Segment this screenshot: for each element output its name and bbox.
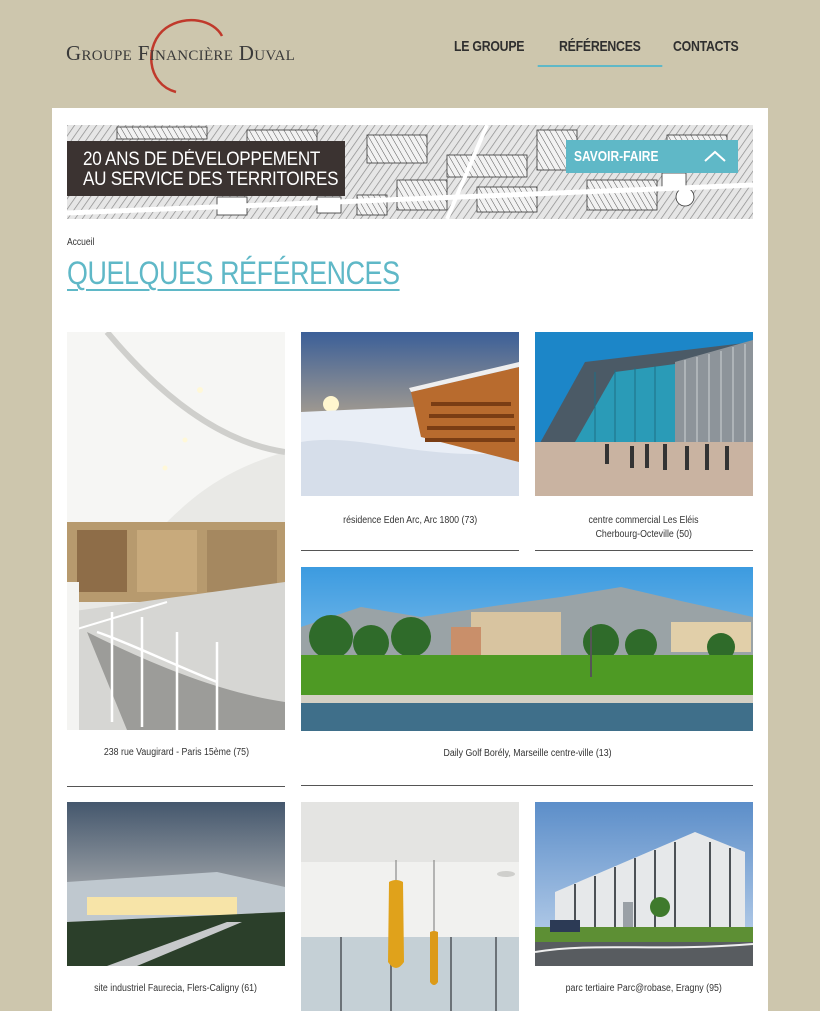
divider [67,786,285,787]
reference-caption: Daily Golf Borély, Marseille centre-ville (13) [442,748,612,759]
reference-photo [535,332,753,496]
reference-tile-vaugirard[interactable] [67,332,285,788]
banner-title [67,141,345,196]
reference-tile-interior[interactable] [301,802,519,1011]
savoir-faire-button[interactable] [566,140,738,173]
reference-photo [301,567,753,731]
nav-contacts[interactable]: CONTACTS [673,38,739,55]
breadcrumb[interactable]: Accueil [67,237,95,248]
banner-title-line-1: 20 ANS DE DÉVELOPPEMENT [83,149,321,170]
reference-caption: résidence Eden Arc, Arc 1800 (73) [342,515,478,526]
banner [67,125,753,219]
reference-caption: centre commercial Les Eléis Cherbourg-Octeville (50) [588,515,700,540]
reference-tile-parc-robase[interactable] [535,802,753,1002]
reference-photo [301,802,519,1011]
chevron-up-icon [704,149,726,163]
divider [301,785,753,786]
logo-text: Groupe Financière Duval [66,41,296,65]
page-title: QUELQUES RÉFÉRENCES [67,255,400,291]
reference-photo [67,802,285,966]
reference-photo [67,332,285,730]
reference-tile-eden-arc[interactable] [301,332,519,552]
nav-references[interactable]: RÉFÉRENCES [559,38,641,55]
reference-caption: 238 rue Vaugirard - Paris 15ème (75) [103,747,249,758]
logo[interactable] [66,14,316,98]
content-panel [52,108,768,1011]
reference-photo [301,332,519,496]
savoir-faire-label: SAVOIR-FAIRE [574,148,659,165]
reference-tile-daily-golf-borely[interactable] [301,567,753,787]
nav-le-groupe[interactable]: LE GROUPE [454,38,525,55]
reference-caption: site industriel Faurecia, Flers-Caligny (61) [94,983,258,994]
reference-tile-faurecia[interactable] [67,802,285,1002]
divider [301,550,519,551]
reference-tile-les-eleis[interactable] [535,332,753,552]
reference-caption: parc tertiaire Parc@robase, Eragny (95) [565,983,723,994]
divider [535,550,753,551]
reference-photo [535,802,753,966]
banner-title-line-2: AU SERVICE DES TERRITOIRES [83,169,339,190]
